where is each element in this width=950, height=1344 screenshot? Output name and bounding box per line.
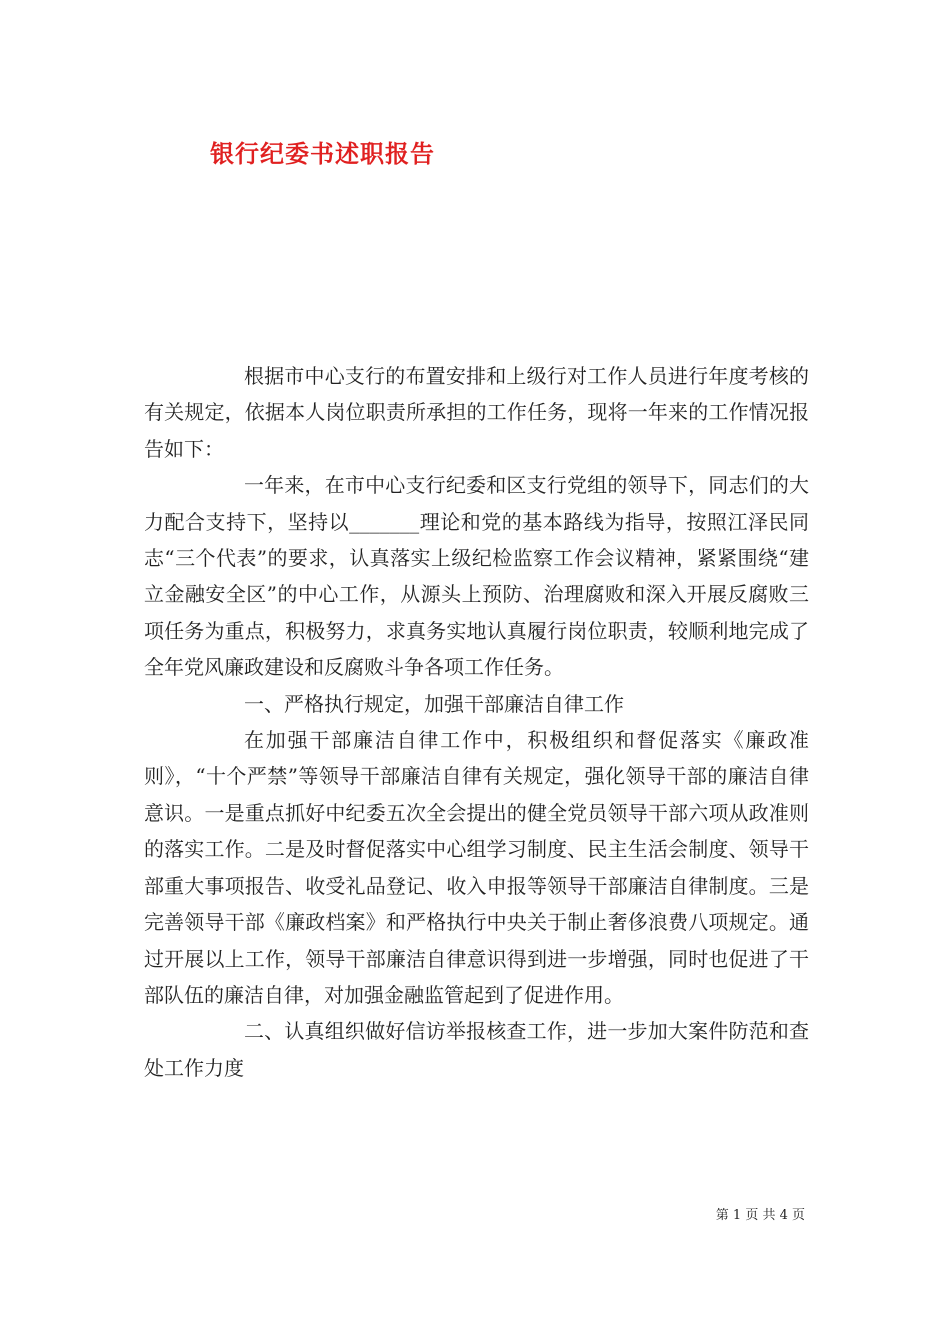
document-body: [144, 358, 809, 1086]
section-heading-2: 二、认真组织做好信访举报核查工作，进一步加大案件防范和查处工作力度: [144, 1019, 809, 1080]
paragraph-overview: 一年来，在市中心支行纪委和区支行党组的领导下，同志们的大力配合支持下，坚持以_______理论和党的基本路线为指导，按照江泽民同志“三个代表”的要求，认真落实上级纪检监察工作会议精神，紧紧围绕“建立金融安全区”的中心工作，从源头上预防、治理腐败和深入开展反腐败三项任务为重点，积极努力，求真务实地认真履行岗位职责，较顺利地完成了全年党风廉政建设和反腐败斗争各项工作任务。: [144, 473, 809, 680]
page-number-footer: 第 1 页 共 4 页: [715, 1208, 805, 1223]
paragraph-intro: 根据市中心支行的布置安排和上级行对工作人员进行年度考核的有关规定，依据本人岗位职责所承担的工作任务，现将一年来的工作情况报告如下：: [144, 364, 809, 461]
section-heading-1: 一、严格执行规定，加强干部廉洁自律工作: [244, 691, 624, 716]
document-title: 银行纪委书述职报告: [210, 139, 435, 168]
paragraph-section-1: 在加强干部廉洁自律工作中，积极组织和督促落实《廉政准则》，“十个严禁”等领导干部廉洁自律有关规定，强化领导干部的廉洁自律意识。一是重点抓好中纪委五次全会提出的健全党员领导干部六项从政准则的落实工作。二是及时督促落实中心组学习制度、民主生活会制度、领导干部重大事项报告、收受礼品登记、收入申报等领导干部廉洁自律制度。三是完善领导干部《廉政档案》和严格执行中央关于制止奢侈浪费八项规定。通过开展以上工作，领导干部廉洁自律意识得到进一步增强，同时也促进了干部队伍的廉洁自律，对加强金融监管起到了促进作用。: [144, 728, 809, 1007]
